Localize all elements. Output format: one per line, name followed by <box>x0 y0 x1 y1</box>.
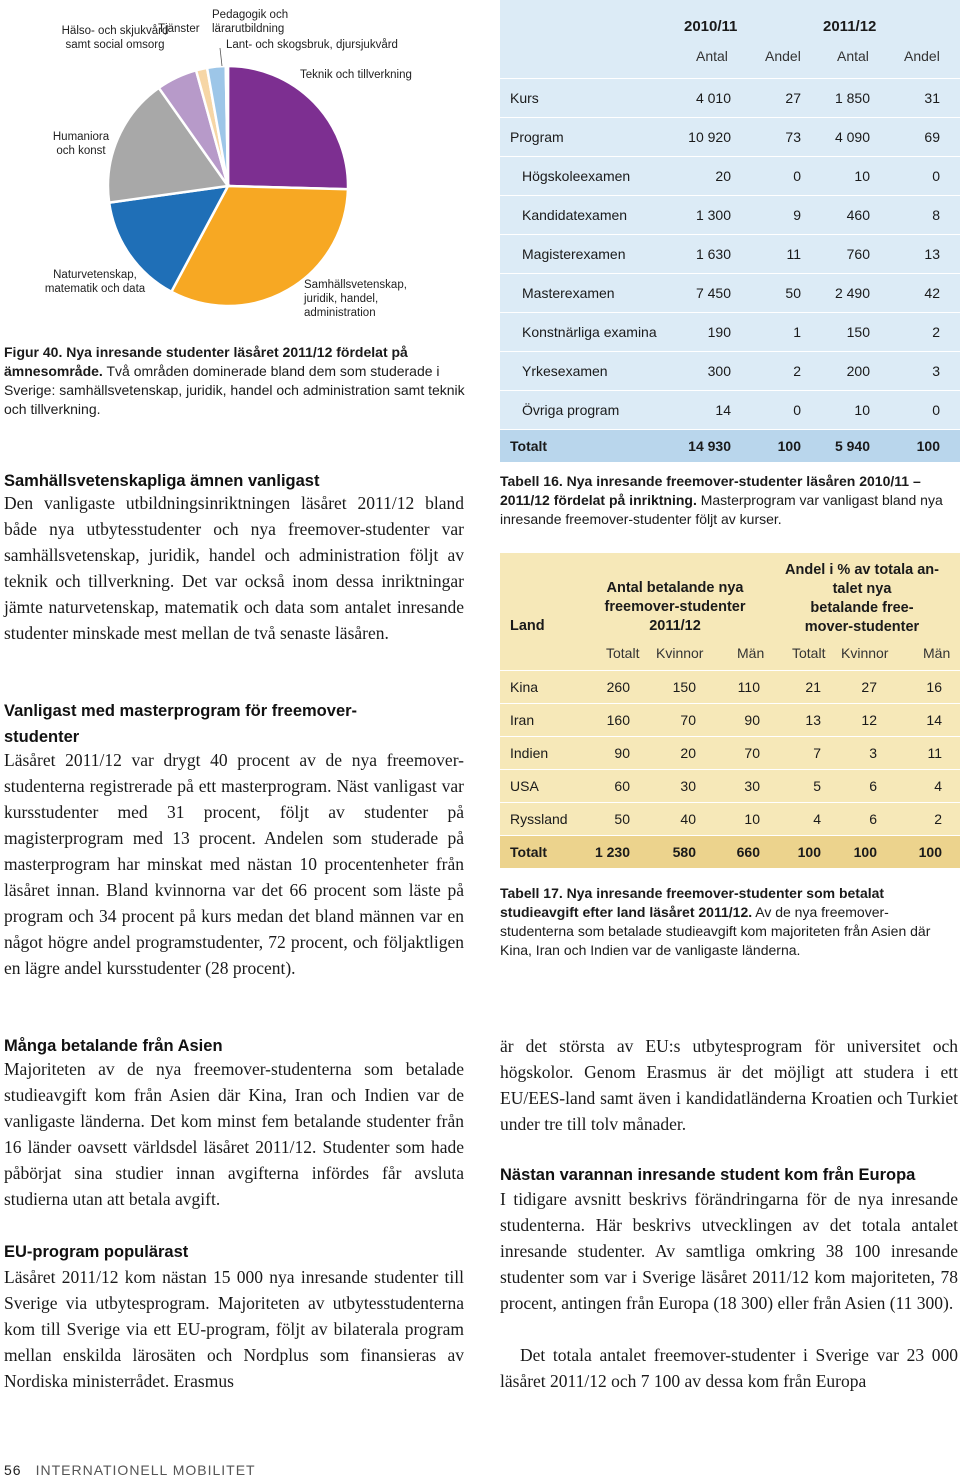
table-cell: 9 <box>793 207 801 223</box>
table-16-caption-title: Tabell 16. Nya inresande freemover-studenter läsåren 2010/11 –2011/12 fördelat på inriktning. <box>500 473 921 508</box>
table-cell: 460 <box>846 207 870 223</box>
table-cell: 1 850 <box>834 90 870 106</box>
table-cell: 90 <box>614 745 630 761</box>
table-row-label: Högskoleexamen <box>522 168 631 184</box>
table-cell: 100 <box>853 844 877 860</box>
table-cell: 160 <box>606 712 630 728</box>
table-cell: 3 <box>869 745 877 761</box>
section-body: I tidigare avsnitt beskrivs förändringarna för de nya inresande studenterna. Här beskrivs utvecklingen av det totala antalet inresande studenter. Av samtliga omkring 38 100 inresande studenter som var i Sverige läsåret 2011/12 kom majoriteten, 78 procent, antingen från Europa (18 300) eller från Asien (11 300). <box>500 1189 958 1313</box>
table-cell: 14 <box>715 402 731 418</box>
table-17-subhead: Totalt <box>792 645 826 661</box>
table-row <box>500 234 960 273</box>
table-cell: 2 <box>793 363 801 379</box>
table-cell: 60 <box>614 778 630 794</box>
table-row <box>500 195 960 234</box>
table-row-label: Konstnärliga examina <box>522 324 657 340</box>
footer-title: INTERNATIONELL MOBILITET <box>35 1462 256 1478</box>
table-17-total-label: Totalt <box>510 844 548 860</box>
pie-label-pedagogik: Pedagogik och lärarutbildning <box>212 9 289 35</box>
table-cell: 0 <box>932 402 940 418</box>
table-cell: 4 <box>813 811 821 827</box>
table-cell: 0 <box>793 402 801 418</box>
table-row <box>500 670 960 703</box>
pie-label-samhall: Samhällsvetenskap, juridik, handel, administration <box>304 279 407 319</box>
table-17-land-header: Land <box>510 618 545 634</box>
table-cell: 300 <box>707 363 731 379</box>
table-row <box>500 769 960 802</box>
table-17-header <box>500 553 960 670</box>
table-cell: 50 <box>614 811 630 827</box>
table-cell: 30 <box>744 778 760 794</box>
table-17-subhead: Män <box>737 645 765 661</box>
table-16-subhead: Andel <box>904 48 940 64</box>
section-heading: Samhällsvetenskapliga ämnen vanligast <box>4 472 320 490</box>
table-cell: 2 <box>934 811 942 827</box>
table-cell: 5 940 <box>834 438 870 454</box>
table-cell: 190 <box>707 324 731 340</box>
section-body: Majoriteten av de nya freemover-studenterna som betalade studieavgift kom från Asien där Kina, Iran och Indien var de vanligaste länderna. Det kom minst fem betalande studenter från 16 länder oavsett världsdel läsåret 2011/12. Studenter som hade påbörjat sina studier innan avgifterna infördes får avsluta studierna utan att betala avgift. <box>4 1059 464 1209</box>
table-16-caption-text: Masterprogram var vanligast bland nya inresande freemover-studenter följt av kurser. <box>500 492 943 527</box>
table-cell: 8 <box>932 207 940 223</box>
table-row-label: Yrkesexamen <box>522 363 608 379</box>
table-17-caption-title: Tabell 17. Nya inresande freemover-studenter som betalat studieavgift efter land läsåret 2011/12. <box>500 885 885 920</box>
table-cell: 40 <box>680 811 696 827</box>
table-17-caption <box>500 884 960 960</box>
table-17-subhead: Kvinnor <box>841 645 889 661</box>
table-cell: 10 <box>744 811 760 827</box>
page-number: 56 <box>4 1462 22 1478</box>
table-cell: 100 <box>918 844 942 860</box>
table-row-label: Masterexamen <box>522 285 615 301</box>
table-17-total-row <box>500 835 960 868</box>
table-row-label: USA <box>510 778 539 794</box>
section-heading: EU-program populärast <box>4 1243 189 1261</box>
table-cell: 4 010 <box>695 90 731 106</box>
table-cell: 70 <box>744 745 760 761</box>
table-row <box>500 273 960 312</box>
table-cell: 4 <box>934 778 942 794</box>
table-17 <box>500 553 960 868</box>
table-row <box>500 78 960 117</box>
table-cell: 660 <box>736 844 760 860</box>
table-16-year-2: 2011/12 <box>823 18 877 35</box>
table-cell: 21 <box>805 679 821 695</box>
table-cell: 70 <box>680 712 696 728</box>
table-17-subhead: Totalt <box>606 645 640 661</box>
table-cell: 7 450 <box>695 285 731 301</box>
table-cell: 0 <box>932 168 940 184</box>
figure-caption-title: Figur 40. Nya inresande studenter läsåret 2011/12 fördelat på ämnesområde. <box>4 344 408 379</box>
table-cell: 13 <box>924 246 940 262</box>
table-cell: 150 <box>846 324 870 340</box>
table-cell: 11 <box>786 246 801 262</box>
table-cell: 1 <box>793 324 801 340</box>
table-16-year-1: 2010/11 <box>684 18 738 35</box>
pie-leader-line <box>220 48 222 66</box>
table-row-label: Indien <box>510 745 549 761</box>
table-cell: 100 <box>916 438 940 454</box>
section-body: Den vanligaste utbildningsinriktningen läsåret 2011/12 bland både nya utbytesstudenter och nya freemover-studenter var samhällsvetenskap, juridik, handel och administration följt av teknik och tillverkning. Det var också inom dessa inriktningar jämte naturvetenskap, matematik och data som antalet inresande studenter minskade mest mellan de två senaste läsåren. <box>4 493 464 643</box>
table-16-subhead: Andel <box>765 48 801 64</box>
table-cell: 90 <box>744 712 760 728</box>
pie-label-lant: Lant- och skogsbruk, djursjukvård <box>226 39 398 51</box>
table-cell: 73 <box>785 129 801 145</box>
table-row-label: Kurs <box>510 90 539 106</box>
pie-label-teknik: Teknik och tillverkning <box>300 69 412 81</box>
table-cell: 100 <box>797 844 821 860</box>
table-cell: 14 <box>926 712 942 728</box>
table-cell: 20 <box>715 168 731 184</box>
table-cell: 760 <box>846 246 870 262</box>
table-16-total-label: Totalt <box>510 438 548 454</box>
table-16-subhead: Antal <box>837 48 869 64</box>
table-17-subhead: Män <box>923 645 951 661</box>
table-cell: 27 <box>785 90 801 106</box>
table-cell: 30 <box>680 778 696 794</box>
table-cell: 7 <box>813 745 821 761</box>
table-cell: 12 <box>861 712 877 728</box>
table-cell: 1 300 <box>695 207 731 223</box>
table-17-group-2-header: Andel i % av totala an- talet nya betalande free- mover-studenter <box>785 562 939 635</box>
figure-caption <box>4 343 466 419</box>
table-cell: 27 <box>861 679 877 695</box>
table-cell: 580 <box>672 844 696 860</box>
table-17-group-1-header: Antal betalande nya freemover-studenter 2011/12 <box>604 580 746 634</box>
table-row-label: Kandidatexamen <box>522 207 628 223</box>
page-footer <box>4 1462 256 1478</box>
table-cell: 13 <box>805 712 821 728</box>
table-row-label: Iran <box>510 712 535 728</box>
table-row <box>500 156 960 195</box>
table-row <box>500 736 960 769</box>
table-cell: 3 <box>932 363 940 379</box>
table-row-label: Ryssland <box>510 811 568 827</box>
table-cell: 4 090 <box>834 129 870 145</box>
table-row-label: Kina <box>510 679 539 695</box>
table-cell: 0 <box>793 168 801 184</box>
table-cell: 110 <box>737 679 760 695</box>
section-body: Det totala antalet freemover-studenter i Sverige var 23 000 läsåret 2011/12 och 7 100 av dessa kom från Europa <box>500 1345 958 1391</box>
table-cell: 42 <box>924 285 940 301</box>
table-16-header <box>500 0 960 78</box>
table-16-subhead: Antal <box>696 48 728 64</box>
table-cell: 5 <box>813 778 821 794</box>
section-body: är det största av EU:s utbytesprogram för universitet och högskolor. Genom Erasmus är det möjligt att studera i ett EU/EES-land samt även i kandidatländerna Kroatien och Turkiet under tre till tolv månader. <box>500 1036 958 1134</box>
table-cell: 50 <box>785 285 801 301</box>
figure-caption-text: Två områden dominerade bland dem som studerade i Sverige: samhällsvetenskap, juridik, handel och administration samt teknik och tillverkning. <box>4 363 465 417</box>
table-row-label: Program <box>510 129 564 145</box>
table-cell: 6 <box>869 778 877 794</box>
table-cell: 14 930 <box>688 438 731 454</box>
pie-label-halso: Hälso- och skjukvård samt social omsorg <box>61 25 169 51</box>
table-cell: 260 <box>606 679 630 695</box>
table-cell: 10 <box>854 402 870 418</box>
table-cell: 10 <box>854 168 870 184</box>
table-cell: 11 <box>927 745 942 761</box>
table-cell: 1 630 <box>695 246 731 262</box>
table-cell: 200 <box>846 363 870 379</box>
table-cell: 100 <box>777 438 801 454</box>
table-row <box>500 117 960 156</box>
pie-slice-teknik <box>228 66 348 189</box>
table-cell: 1 230 <box>594 844 630 860</box>
section-body: Läsåret 2011/12 kom nästan 15 000 nya inresande studenter till Sverige via utbytesprogram. Majoriteten av utbytesstudenterna kom till Sverige via ett EU-program, följt av bilaterala program mellan enskilda lärosäten och Nordplus som finansieras av Nordiska ministerrådet. Erasmus <box>4 1267 464 1391</box>
section-heading: Många betalande från Asien <box>4 1037 223 1055</box>
table-cell: 10 920 <box>688 129 731 145</box>
table-cell: 6 <box>869 811 877 827</box>
table-cell: 31 <box>924 90 940 106</box>
table-cell: 20 <box>680 745 696 761</box>
table-16-total-row <box>500 429 960 462</box>
section-body: Läsåret 2011/12 var drygt 40 procent av de nya freemover-studenterna registrerade på ett masterprogram. Näst vanligast var kursstudenter med 31 procent, följt av studenter på magisterprogram med 13 procent. Andelen som studerade på masterprogram har minskat med nästan 10 procentenheter från läsåret innan. Bland kvinnorna var det 66 procent som läste på program och 34 procent på kurs medan det bland männen var en något högre andel programstudenter, 72 procent, och följaktligen en lägre andel kursstudenter (28 procent). <box>4 750 464 978</box>
table-cell: 2 490 <box>834 285 870 301</box>
table-17-caption-text: Av de nya freemover-studenterna som betalade studieavgift kom majoriteten från Asien där Kina, Iran och Indien var de vanligaste länderna. <box>500 904 931 958</box>
table-row-label: Magisterexamen <box>522 246 626 262</box>
table-16-caption <box>500 472 960 529</box>
pie-label-tjanster: Tjänster <box>158 23 200 35</box>
table-row-label: Övriga program <box>522 402 620 418</box>
table-cell: 2 <box>932 324 940 340</box>
table-row <box>500 351 960 390</box>
table-cell: 150 <box>672 679 696 695</box>
table-row <box>500 390 960 429</box>
table-17-subhead: Kvinnor <box>656 645 704 661</box>
pie-label-humaniora: Humaniora och konst <box>52 131 110 157</box>
section-heading: Vanligast med masterprogram för freemover-studenter <box>4 702 358 746</box>
table-row <box>500 802 960 835</box>
table-row <box>500 703 960 736</box>
table-cell: 69 <box>924 129 940 145</box>
table-cell: 16 <box>926 679 942 695</box>
section-heading: Nästan varannan inresande student kom från Europa <box>500 1166 916 1184</box>
table-16 <box>500 0 960 462</box>
table-row <box>500 312 960 351</box>
pie-label-naturvet: Naturvetenskap, matematik och data <box>44 269 146 295</box>
